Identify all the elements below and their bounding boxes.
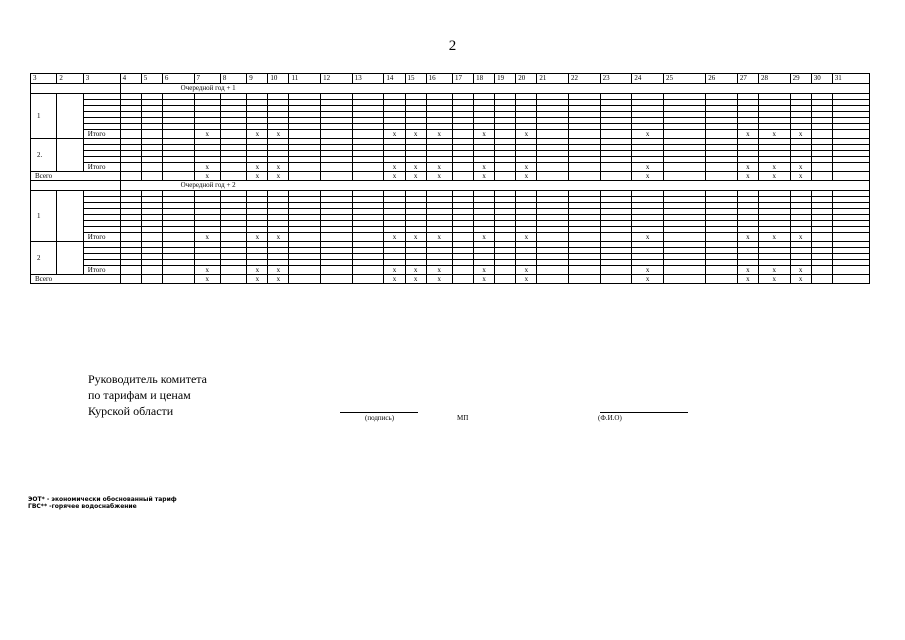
table-cell bbox=[162, 266, 194, 275]
column-number: 13 bbox=[352, 74, 384, 84]
mark-cell: x bbox=[790, 266, 811, 275]
table-cell bbox=[569, 233, 601, 242]
mark-cell: x bbox=[194, 163, 220, 172]
subtotal-label: Итого bbox=[83, 130, 120, 139]
column-number: 3 bbox=[31, 74, 57, 84]
mark-cell: x bbox=[474, 275, 495, 284]
mark-cell: x bbox=[737, 275, 758, 284]
footnote-eot: ЭОТ* - экономически обоснованный тариф bbox=[28, 496, 177, 503]
table-cell bbox=[220, 172, 246, 181]
column-number: 15 bbox=[405, 74, 426, 84]
table-cell bbox=[569, 172, 601, 181]
table-cell bbox=[141, 275, 162, 284]
signature-line bbox=[340, 412, 418, 413]
column-number: 31 bbox=[832, 74, 869, 84]
section-spacer bbox=[31, 84, 121, 94]
group-spacer bbox=[57, 94, 83, 139]
signature-title-line1: Руководитель комитета bbox=[88, 372, 207, 386]
mark-cell: x bbox=[737, 172, 758, 181]
column-number: 8 bbox=[220, 74, 246, 84]
table-cell bbox=[706, 233, 738, 242]
mark-cell: x bbox=[516, 172, 537, 181]
signature-title-line3: Курской области bbox=[88, 404, 174, 418]
table-cell bbox=[141, 266, 162, 275]
mark-cell: x bbox=[758, 233, 790, 242]
column-number: 24 bbox=[632, 74, 664, 84]
section-row bbox=[31, 84, 870, 94]
table-cell bbox=[289, 172, 321, 181]
table-cell bbox=[537, 266, 569, 275]
mark-cell: x bbox=[384, 130, 405, 139]
mark-cell: x bbox=[474, 233, 495, 242]
subtotal-row bbox=[31, 233, 870, 242]
footnote-gvs: ГВС** -горячее водоснабжение bbox=[28, 503, 137, 510]
mark-cell: x bbox=[474, 172, 495, 181]
column-number: 7 bbox=[194, 74, 220, 84]
table-cell bbox=[706, 172, 738, 181]
table-cell bbox=[569, 275, 601, 284]
table-cell bbox=[321, 266, 353, 275]
table-cell bbox=[495, 163, 516, 172]
table-cell bbox=[832, 163, 869, 172]
table-cell bbox=[141, 130, 162, 139]
table-cell bbox=[289, 163, 321, 172]
table-cell bbox=[162, 275, 194, 284]
signature-caption: (подпись) bbox=[365, 414, 395, 422]
table-cell bbox=[452, 233, 473, 242]
mark-cell: x bbox=[384, 275, 405, 284]
total-label: Всего bbox=[31, 275, 121, 284]
name-line bbox=[600, 412, 688, 413]
table-cell bbox=[289, 130, 321, 139]
group-spacer bbox=[57, 242, 83, 275]
table-cell bbox=[663, 130, 705, 139]
mark-cell: x bbox=[737, 163, 758, 172]
column-number: 29 bbox=[790, 74, 811, 84]
mark-cell: x bbox=[426, 163, 452, 172]
table-cell bbox=[832, 275, 869, 284]
mark-cell: x bbox=[474, 266, 495, 275]
mark-cell: x bbox=[790, 163, 811, 172]
table-cell bbox=[220, 233, 246, 242]
table-cell bbox=[162, 172, 194, 181]
table-cell bbox=[352, 172, 384, 181]
table-cell bbox=[120, 266, 141, 275]
table-cell bbox=[452, 266, 473, 275]
table-cell bbox=[663, 233, 705, 242]
mark-cell: x bbox=[384, 163, 405, 172]
table-cell bbox=[452, 163, 473, 172]
table-cell bbox=[352, 266, 384, 275]
column-number: 17 bbox=[452, 74, 473, 84]
table-cell bbox=[495, 266, 516, 275]
table-cell bbox=[811, 233, 832, 242]
tariff-table bbox=[30, 73, 870, 284]
table-cell bbox=[495, 233, 516, 242]
table-cell bbox=[537, 172, 569, 181]
total-label: Всего bbox=[31, 172, 121, 181]
table-cell bbox=[663, 275, 705, 284]
table-cell bbox=[600, 163, 632, 172]
column-number: 25 bbox=[663, 74, 705, 84]
total-row bbox=[31, 172, 870, 181]
column-number: 26 bbox=[706, 74, 738, 84]
table-cell bbox=[141, 163, 162, 172]
mark-cell: x bbox=[247, 130, 268, 139]
table-cell bbox=[600, 275, 632, 284]
table-cell bbox=[162, 233, 194, 242]
mark-cell: x bbox=[632, 266, 664, 275]
column-number: 6 bbox=[162, 74, 194, 84]
table-cell bbox=[452, 130, 473, 139]
mark-cell: x bbox=[384, 233, 405, 242]
signature-block bbox=[88, 371, 207, 419]
column-number: 20 bbox=[516, 74, 537, 84]
mark-cell: x bbox=[516, 130, 537, 139]
table-cell bbox=[569, 163, 601, 172]
column-number: 18 bbox=[474, 74, 495, 84]
table-cell bbox=[537, 163, 569, 172]
table-cell bbox=[220, 275, 246, 284]
column-number: 5 bbox=[141, 74, 162, 84]
table-cell bbox=[162, 163, 194, 172]
table-cell bbox=[600, 130, 632, 139]
table-cell bbox=[663, 172, 705, 181]
table-cell bbox=[220, 163, 246, 172]
mark-cell: x bbox=[405, 163, 426, 172]
table-cell bbox=[141, 172, 162, 181]
table-cell bbox=[706, 266, 738, 275]
table-cell bbox=[811, 130, 832, 139]
signature-title-line2: по тарифам и ценам bbox=[88, 388, 191, 402]
mark-cell: x bbox=[790, 172, 811, 181]
mark-cell: x bbox=[405, 275, 426, 284]
stamp-placeholder: МП bbox=[457, 414, 469, 422]
table-cell bbox=[600, 233, 632, 242]
table-cell bbox=[289, 275, 321, 284]
table-cell bbox=[706, 130, 738, 139]
table-cell bbox=[495, 275, 516, 284]
table-cell bbox=[811, 163, 832, 172]
mark-cell: x bbox=[632, 130, 664, 139]
mark-cell: x bbox=[194, 233, 220, 242]
table-cell bbox=[452, 275, 473, 284]
table-cell bbox=[120, 233, 141, 242]
table-cell bbox=[321, 275, 353, 284]
subtotal-row bbox=[31, 163, 870, 172]
table-cell bbox=[832, 130, 869, 139]
column-number: 23 bbox=[600, 74, 632, 84]
mark-cell: x bbox=[516, 275, 537, 284]
group-label: 2 bbox=[31, 242, 57, 275]
table-cell bbox=[452, 172, 473, 181]
table-cell bbox=[706, 275, 738, 284]
column-number: 22 bbox=[569, 74, 601, 84]
mark-cell: x bbox=[194, 130, 220, 139]
mark-cell: x bbox=[426, 275, 452, 284]
table-cell bbox=[289, 266, 321, 275]
mark-cell: x bbox=[790, 130, 811, 139]
mark-cell: x bbox=[405, 266, 426, 275]
footnotes bbox=[28, 496, 177, 510]
column-number: 10 bbox=[268, 74, 289, 84]
mark-cell: x bbox=[384, 172, 405, 181]
table-cell bbox=[832, 266, 869, 275]
mark-cell: x bbox=[247, 275, 268, 284]
table-cell bbox=[600, 172, 632, 181]
total-row bbox=[31, 275, 870, 284]
table-cell bbox=[321, 130, 353, 139]
column-number: 14 bbox=[384, 74, 405, 84]
table-cell bbox=[537, 233, 569, 242]
column-number: 3 bbox=[83, 74, 120, 84]
table-cell bbox=[537, 130, 569, 139]
group-label: 1 bbox=[31, 94, 57, 139]
subtotal-row bbox=[31, 130, 870, 139]
mark-cell: x bbox=[426, 130, 452, 139]
mark-cell: x bbox=[758, 275, 790, 284]
table-cell bbox=[352, 275, 384, 284]
group-label: 1 bbox=[31, 191, 57, 242]
mark-cell: x bbox=[758, 172, 790, 181]
table-cell bbox=[321, 163, 353, 172]
column-number: 11 bbox=[289, 74, 321, 84]
mark-cell: x bbox=[384, 266, 405, 275]
mark-cell: x bbox=[268, 233, 289, 242]
mark-cell: x bbox=[268, 130, 289, 139]
mark-cell: x bbox=[405, 130, 426, 139]
table-cell bbox=[162, 130, 194, 139]
mark-cell: x bbox=[516, 163, 537, 172]
table-cell bbox=[141, 233, 162, 242]
subtotal-label: Итого bbox=[83, 163, 120, 172]
table-cell bbox=[352, 130, 384, 139]
table-cell bbox=[495, 130, 516, 139]
table-cell bbox=[832, 233, 869, 242]
column-number: 16 bbox=[426, 74, 452, 84]
column-number: 2 bbox=[57, 74, 83, 84]
mark-cell: x bbox=[632, 275, 664, 284]
table-cell bbox=[811, 266, 832, 275]
mark-cell: x bbox=[247, 163, 268, 172]
mark-cell: x bbox=[194, 172, 220, 181]
mark-cell: x bbox=[405, 233, 426, 242]
table-cell bbox=[569, 266, 601, 275]
mark-cell: x bbox=[426, 266, 452, 275]
column-number: 30 bbox=[811, 74, 832, 84]
mark-cell: x bbox=[268, 163, 289, 172]
group-label: 2. bbox=[31, 139, 57, 172]
mark-cell: x bbox=[268, 266, 289, 275]
mark-cell: x bbox=[268, 275, 289, 284]
mark-cell: x bbox=[194, 266, 220, 275]
table-cell bbox=[220, 266, 246, 275]
group-spacer bbox=[57, 191, 83, 242]
column-number: 4 bbox=[120, 74, 141, 84]
table-cell bbox=[289, 233, 321, 242]
mark-cell: x bbox=[474, 163, 495, 172]
mark-cell: x bbox=[737, 233, 758, 242]
mark-cell: x bbox=[474, 130, 495, 139]
table-cell bbox=[663, 266, 705, 275]
subtotal-row bbox=[31, 266, 870, 275]
column-number: 9 bbox=[247, 74, 268, 84]
name-caption: (Ф.И.О) bbox=[598, 414, 622, 422]
page-number: 2 bbox=[448, 38, 457, 54]
table-cell bbox=[600, 266, 632, 275]
table-cell bbox=[495, 172, 516, 181]
mark-cell: x bbox=[632, 172, 664, 181]
table-cell bbox=[811, 275, 832, 284]
subtotal-label: Итого bbox=[83, 266, 120, 275]
column-number: 21 bbox=[537, 74, 569, 84]
column-number: 12 bbox=[321, 74, 353, 84]
mark-cell: x bbox=[758, 163, 790, 172]
section-spacer bbox=[31, 181, 121, 191]
mark-cell: x bbox=[247, 266, 268, 275]
mark-cell: x bbox=[758, 266, 790, 275]
table-cell bbox=[537, 275, 569, 284]
mark-cell: x bbox=[516, 266, 537, 275]
table-cell bbox=[352, 233, 384, 242]
mark-cell: x bbox=[737, 266, 758, 275]
mark-cell: x bbox=[247, 172, 268, 181]
section-row bbox=[31, 181, 870, 191]
mark-cell: x bbox=[737, 130, 758, 139]
table-cell bbox=[321, 172, 353, 181]
group-spacer bbox=[57, 139, 83, 172]
table-cell bbox=[120, 275, 141, 284]
column-number: 28 bbox=[758, 74, 790, 84]
table-cell bbox=[352, 163, 384, 172]
table-cell bbox=[120, 130, 141, 139]
table-cell bbox=[120, 163, 141, 172]
table-cell bbox=[321, 233, 353, 242]
mark-cell: x bbox=[247, 233, 268, 242]
subtotal-label: Итого bbox=[83, 233, 120, 242]
mark-cell: x bbox=[632, 233, 664, 242]
mark-cell: x bbox=[632, 163, 664, 172]
mark-cell: x bbox=[758, 130, 790, 139]
mark-cell: x bbox=[405, 172, 426, 181]
mark-cell: x bbox=[268, 172, 289, 181]
section-label: Очередной год + 2 bbox=[120, 181, 869, 191]
table-cell bbox=[569, 130, 601, 139]
mark-cell: x bbox=[194, 275, 220, 284]
table-cell bbox=[706, 163, 738, 172]
mark-cell: x bbox=[426, 172, 452, 181]
tariff-grid bbox=[30, 73, 870, 284]
column-number: 19 bbox=[495, 74, 516, 84]
column-number-row bbox=[31, 74, 870, 84]
table-cell bbox=[120, 172, 141, 181]
table-cell bbox=[832, 172, 869, 181]
table-cell bbox=[663, 163, 705, 172]
table-cell bbox=[220, 130, 246, 139]
section-label: Очередной год + 1 bbox=[120, 84, 869, 94]
mark-cell: x bbox=[790, 233, 811, 242]
mark-cell: x bbox=[790, 275, 811, 284]
mark-cell: x bbox=[516, 233, 537, 242]
column-number: 27 bbox=[737, 74, 758, 84]
mark-cell: x bbox=[426, 233, 452, 242]
table-cell bbox=[811, 172, 832, 181]
